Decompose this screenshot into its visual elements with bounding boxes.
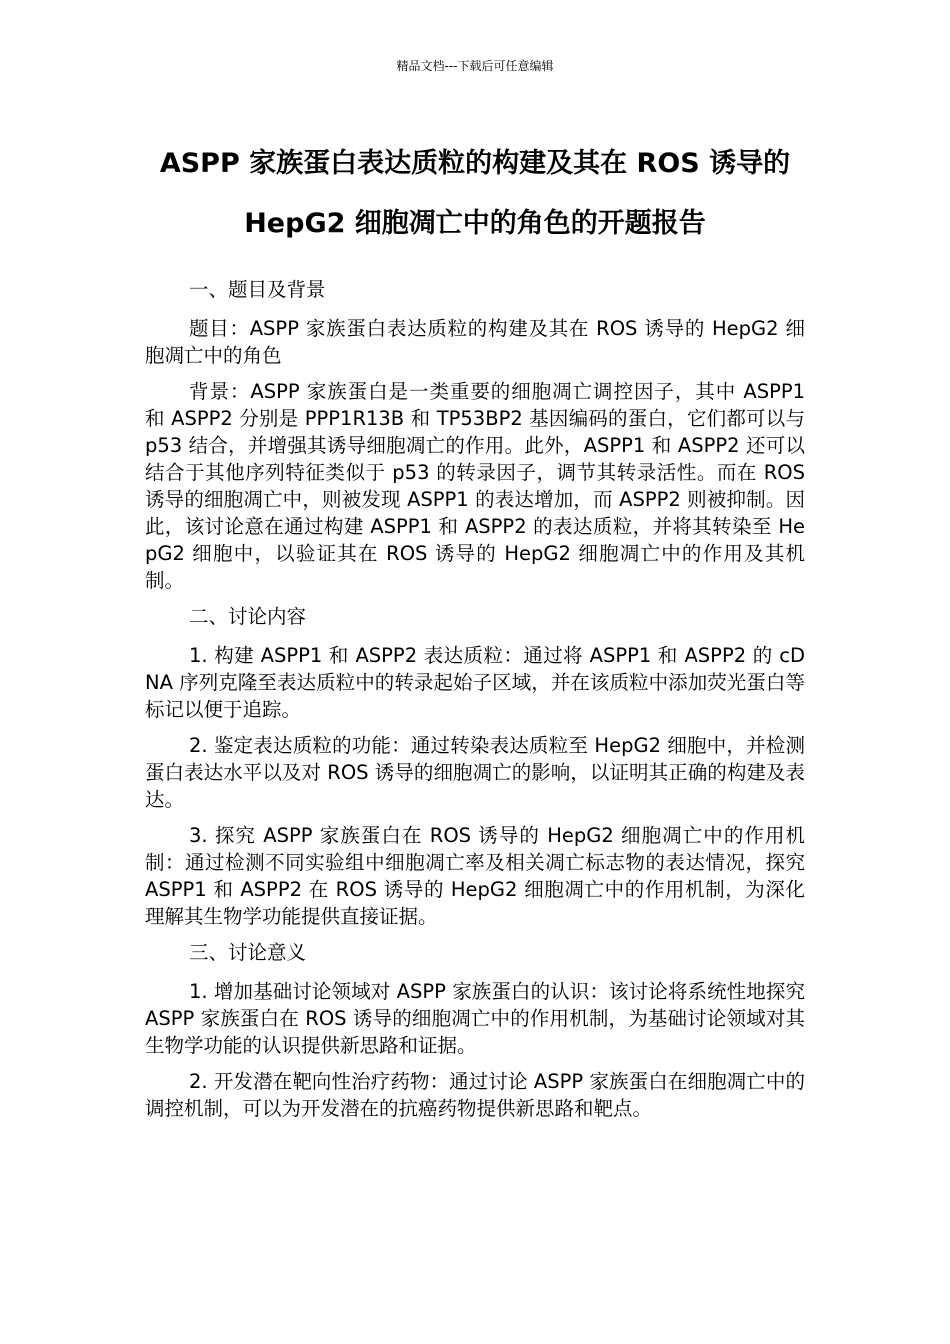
paragraph-topic: 题目：ASPP 家族蛋白表达质粒的构建及其在 ROS 诱导的 HepG2 细胞凋亡中的角色 <box>145 317 805 367</box>
header-note: 精品文档---下载后可任意编辑 <box>396 59 554 73</box>
document-body <box>145 276 805 1131</box>
paragraph-content-item-1: 1. 构建 ASPP1 和 ASPP2 表达质粒：通过将 ASPP1 和 ASPP2 的 cDNA 序列克隆至表达质粒中的转录起始子区域，并在该质粒中添加荧光蛋白等标记以便于追踪。 <box>145 644 805 721</box>
paragraph-background: 背景：ASPP 家族蛋白是一类重要的细胞凋亡调控因子，其中 ASPP1 和 ASPP2 分别是 PPP1R13B 和 TP53BP2 基因编码的蛋白，它们都可以与 p53 结合，并增强其诱导细胞凋亡的作用。此外，ASPP1 和 ASPP2 还可以结合于其他序列特征类似于 p53 的转录因子，调节其转录活性。而在 ROS 诱导的细胞凋亡中，则被发现 ASPP1 的表达增加，而 ASPP2 则被抑制。因此，该讨论意在通过构建 ASPP1 和 ASPP2 的表达质粒，并将其转染至 HepG2 细胞中，以验证其在 ROS 诱导的 HepG2 细胞凋亡中的作用及其机制。 <box>145 380 805 592</box>
paragraph-content-item-3: 3. 探究 ASPP 家族蛋白在 ROS 诱导的 HepG2 细胞凋亡中的作用机制：通过检测不同实验组中细胞凋亡率及相关凋亡标志物的表达情况，探究 ASPP1 和 ASPP2 在 ROS 诱导的 HepG2 细胞凋亡中的作用机制，为深化理解其生物学功能提供直接证据。 <box>145 824 805 928</box>
document-title <box>100 134 850 254</box>
title-line-1: ASPP 家族蛋白表达质粒的构建及其在 ROS 诱导的 <box>159 148 791 179</box>
section-heading-content: 二、讨论内容 <box>189 605 307 628</box>
paragraph-significance-item-1: 1. 增加基础讨论领域对 ASPP 家族蛋白的认识：该讨论将系统性地探究 ASPP 家族蛋白在 ROS 诱导的细胞凋亡中的作用机制，为基础讨论领域对其生物学功能的认识提供新思路和证据。 <box>145 980 805 1057</box>
paragraph-content-item-2: 2. 鉴定表达质粒的功能：通过转染表达质粒至 HepG2 细胞中，并检测蛋白表达水平以及对 ROS 诱导的细胞凋亡的影响，以证明其正确的构建及表达。 <box>145 734 805 811</box>
section-heading-background: 一、题目及背景 <box>189 278 326 301</box>
paragraph-significance-item-2: 2. 开发潜在靶向性治疗药物：通过讨论 ASPP 家族蛋白在细胞凋亡中的调控机制，可以为开发潜在的抗癌药物提供新思路和靶点。 <box>145 1070 805 1120</box>
title-line-2: HepG2 细胞凋亡中的角色的开题报告 <box>244 208 706 239</box>
section-heading-significance: 三、讨论意义 <box>189 941 307 964</box>
